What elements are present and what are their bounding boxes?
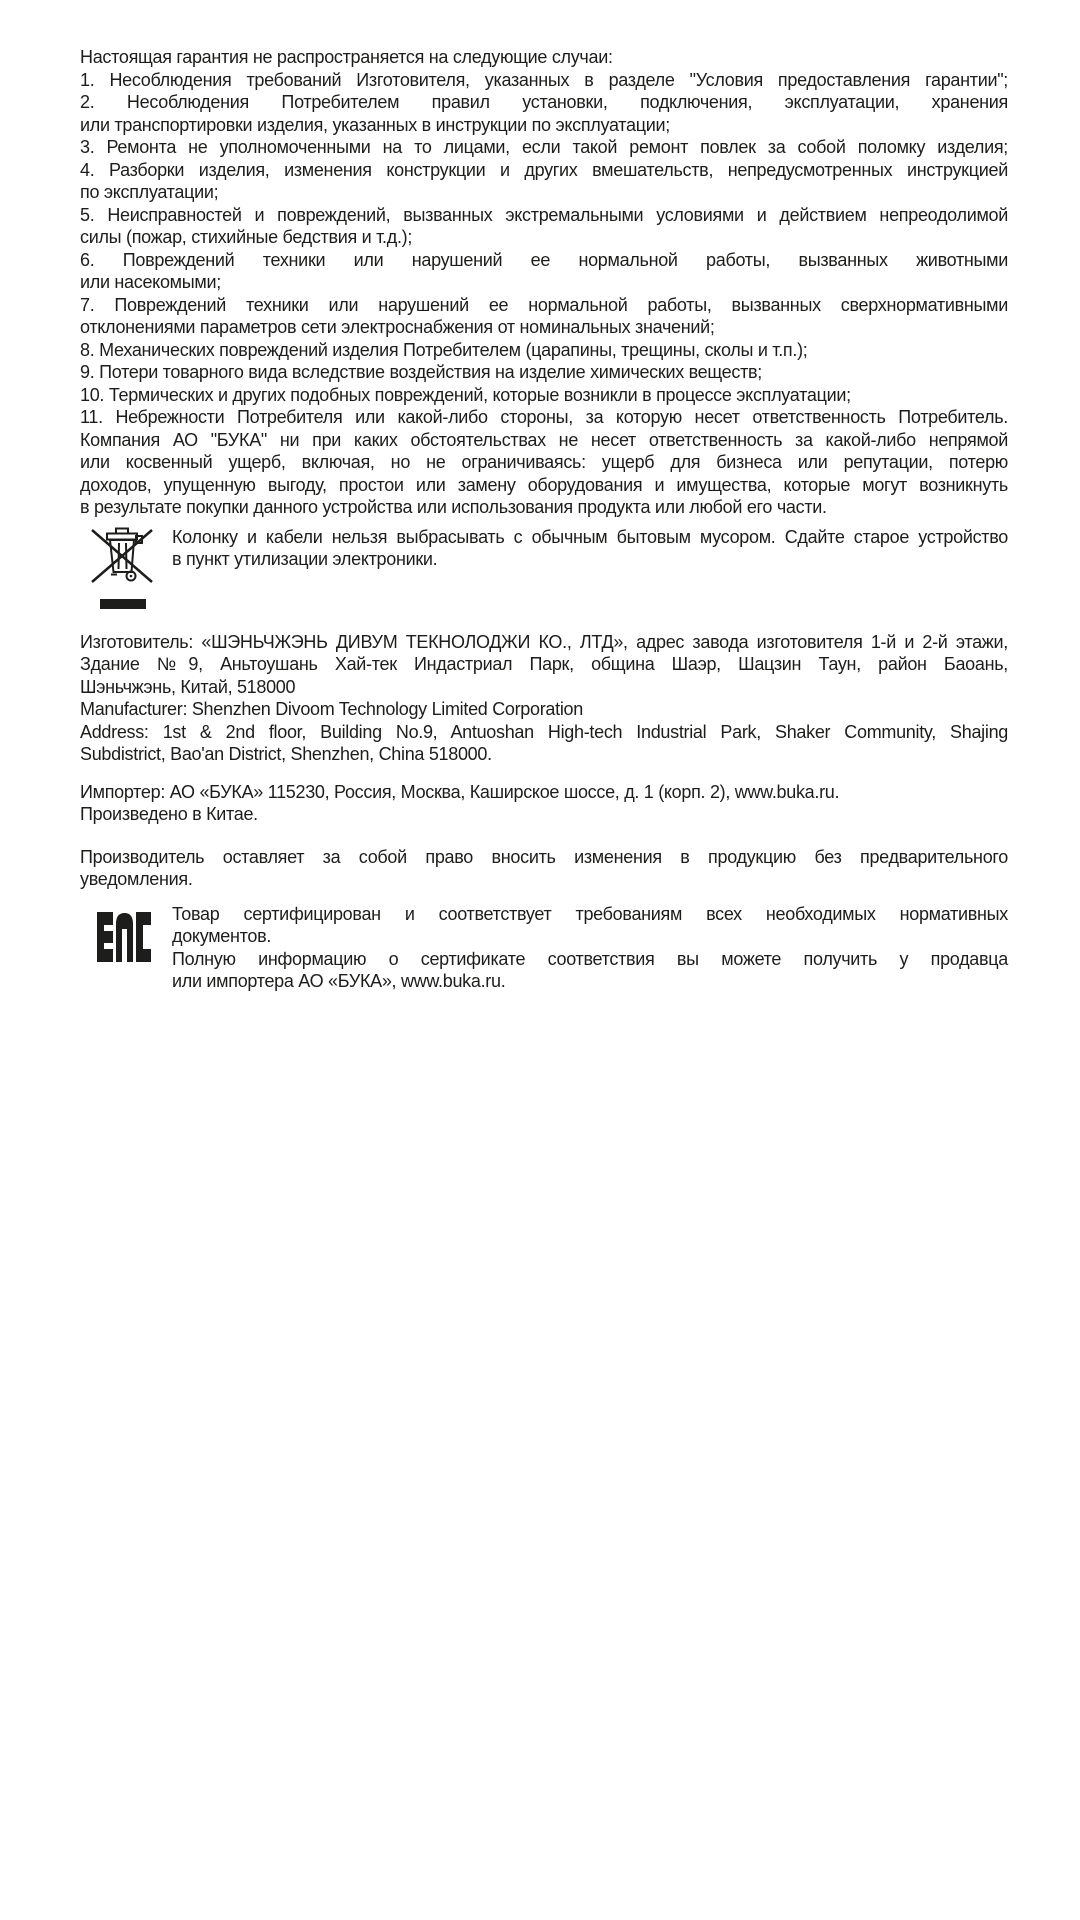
text-line: в пункт утилизации электроники.	[172, 549, 438, 569]
text-line: или насекомыми;	[80, 272, 221, 292]
text-line: 5. Неисправностей и повреждений, вызванных экстремальными условиями и действием непреодолимой	[80, 204, 1008, 225]
text-line: или транспортировки изделия, указанных в инструкции по эксплуатации;	[80, 114, 670, 135]
eac-certification-text	[172, 903, 1008, 993]
text-line: Здание №9, Аньтоушань Хай-тек Индастриал Парк, община Шаэр, Шацзин Таун, район Баоань,	[80, 654, 1008, 674]
change-rights-paragraph	[80, 846, 1008, 891]
text-line: доходов, упущенную выгоду, простои или замену оборудования и имущества, которые могут возникнуть	[80, 474, 1008, 495]
crossed-out-wheeled-bin-icon	[90, 526, 154, 586]
text-line: Изготовитель: «ШЭНЬЧЖЭНЬ ДИВУМ ТЕКНОЛОДЖИ КО., ЛТД», адрес завода изготовителя 1-й и 2-й этажи,	[80, 631, 1008, 652]
text-line: 3. Ремонта не уполномоченными на то лицами, если такой ремонт повлек за собой поломку изделия;	[80, 137, 1008, 157]
text-line: Настоящая гарантия не распространяется на следующие случаи:	[80, 47, 613, 67]
text-line: Subdistrict, Bao'an District, Shenzhen, China 518000.	[80, 744, 492, 764]
text-line: 11. Небрежности Потребителя или какой-либо стороны, за которую несет ответственность Потребитель.	[80, 407, 1008, 427]
weee-icon-column	[80, 526, 172, 609]
text-line: 2. Несоблюдения Потребителем правил установки, подключения, эксплуатации, хранения	[80, 92, 1008, 112]
text-line: документов.	[172, 926, 272, 946]
text-line: 8. Механических повреждений изделия Потребителем (царапины, трещины, сколы и т.п.);	[80, 339, 808, 360]
text-line: Manufacturer: Shenzhen Divoom Technology Limited Corporation	[80, 699, 583, 719]
text-line: Товар сертифицирован и соответствует требованиям всех необходимых нормативных	[172, 903, 1008, 924]
text-line: Полную информацию о сертификате соответствия вы можете получить у продавца	[172, 948, 1008, 969]
text-line: Колонку и кабели нельзя выбрасывать с обычным бытовым мусором. Сдайте старое устройство	[172, 526, 1008, 547]
text-line: или косвенный ущерб, включая, но не ограничиваясь: ущерб для бизнеса или репутации, потерю	[80, 452, 1008, 472]
eac-logo-column	[80, 903, 172, 962]
eac-mark-icon	[97, 912, 151, 962]
text-line: 6. Повреждений техники или нарушений ее нормальной работы, вызванных животными	[80, 249, 1008, 270]
text-line: 1. Несоблюдения требований Изготовителя, указанных в разделе "Условия предоставления гарантии";	[80, 69, 1008, 90]
text-line: 10. Термических и других подобных повреждений, которые возникли в процессе эксплуатации;	[80, 384, 851, 405]
text-line: Шэньчжэнь, Китай, 518000	[80, 676, 296, 697]
text-line: Произведено в Китае.	[80, 804, 258, 824]
weee-black-bar	[100, 599, 146, 609]
text-line: Address: 1st & 2nd floor, Building No.9, Antuoshan High-tech Industrial Park, Shaker Community, Shajing	[80, 721, 1008, 742]
text-line: 7. Повреждений техники или нарушений ее нормальной работы, вызванных сверхнормативными	[80, 294, 1008, 315]
text-line: Компания АО "БУКА" ни при каких обстоятельствах не несет ответственность за какой-либо непрямой	[80, 429, 1008, 450]
text-line: силы (пожар, стихийные бедствия и т.д.);	[80, 227, 413, 247]
importer-info-paragraph	[80, 781, 1008, 826]
text-line: 9. Потери товарного вида вследствие воздействия на изделие химических веществ;	[80, 362, 762, 382]
weee-disposal-notice	[80, 526, 1008, 609]
weee-notice-text	[172, 526, 1008, 571]
text-line: в результате покупки данного устройства или использования продукта или любой его части.	[80, 497, 827, 517]
eac-certification-block	[80, 903, 1008, 993]
warranty-exclusions-paragraph	[80, 46, 1008, 519]
text-line: уведомления.	[80, 869, 193, 889]
text-line: 4. Разборки изделия, изменения конструкции и других вмешательств, непредусмотренных инструкцией	[80, 159, 1008, 180]
text-line: Импортер: АО «БУКА» 115230, Россия, Москва, Каширское шоссе, д. 1 (корп. 2), www.buka.ru.	[80, 781, 840, 802]
text-line: Производитель оставляет за собой право вносить изменения в продукцию без предварительного	[80, 846, 1008, 867]
text-line: отклонениями параметров сети электроснабжения от номинальных значений;	[80, 317, 715, 337]
text-line: или импортера АО «БУКА», www.buka.ru.	[172, 971, 506, 991]
text-line: по эксплуатации;	[80, 182, 219, 202]
manufacturer-info-paragraph	[80, 631, 1008, 766]
